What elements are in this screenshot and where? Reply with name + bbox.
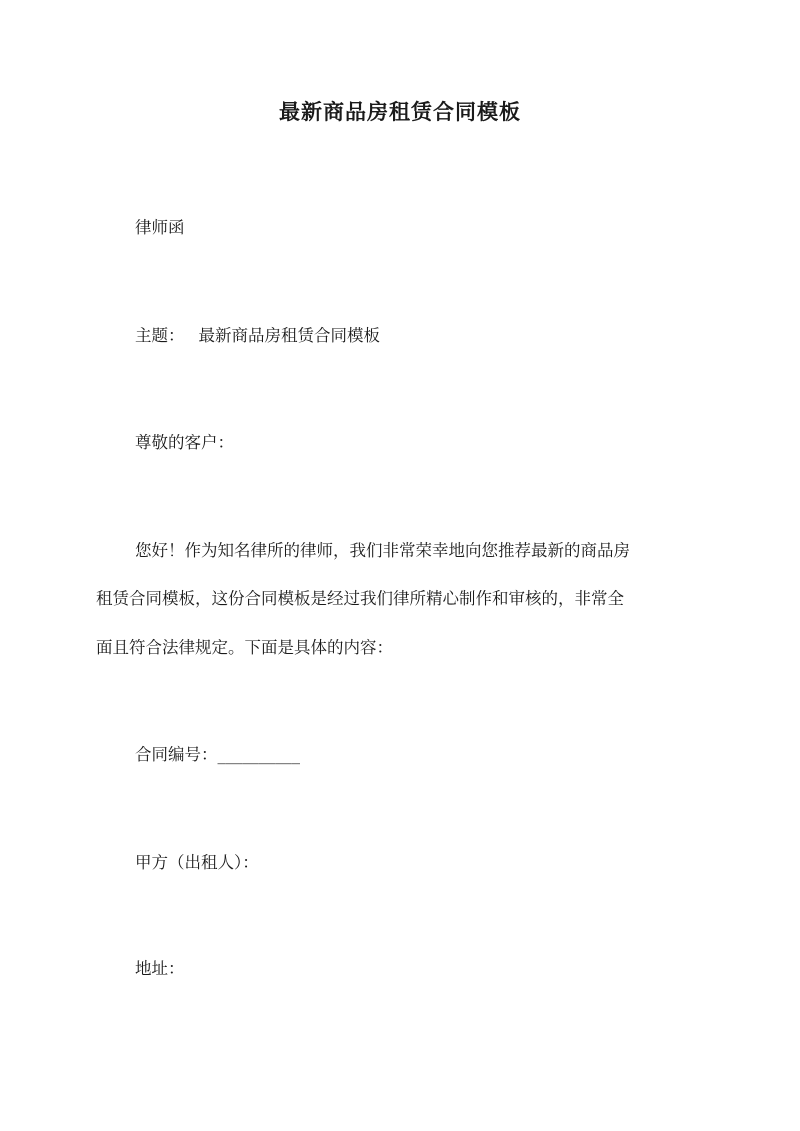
document-title: 最新商品房租赁合同模板 [279, 99, 521, 124]
subject-value: 最新商品房租赁合同模板 [198, 326, 380, 345]
contract-number-label: 合同编号： [135, 745, 218, 764]
party-a-label: 甲方（出租人）： [135, 853, 259, 872]
intro-line-1: 您好！作为知名律所的律师，我们非常荣幸地向您推荐最新的商品房 [135, 541, 630, 560]
address-label: 地址： [135, 959, 185, 978]
salutation: 尊敬的客户： [135, 433, 234, 452]
contract-number-blank: __________ [217, 745, 300, 764]
subject-line [135, 326, 710, 346]
contract-number-line [135, 745, 710, 765]
letter-type: 律师函 [135, 218, 185, 237]
intro-line-2: 租赁合同模板，这份合同模板是经过我们律所精心制作和审核的，非常全 [96, 589, 624, 608]
subject-label: 主题： [135, 326, 185, 345]
intro-line-3: 面且符合法律规定。下面是具体的内容： [96, 638, 393, 657]
